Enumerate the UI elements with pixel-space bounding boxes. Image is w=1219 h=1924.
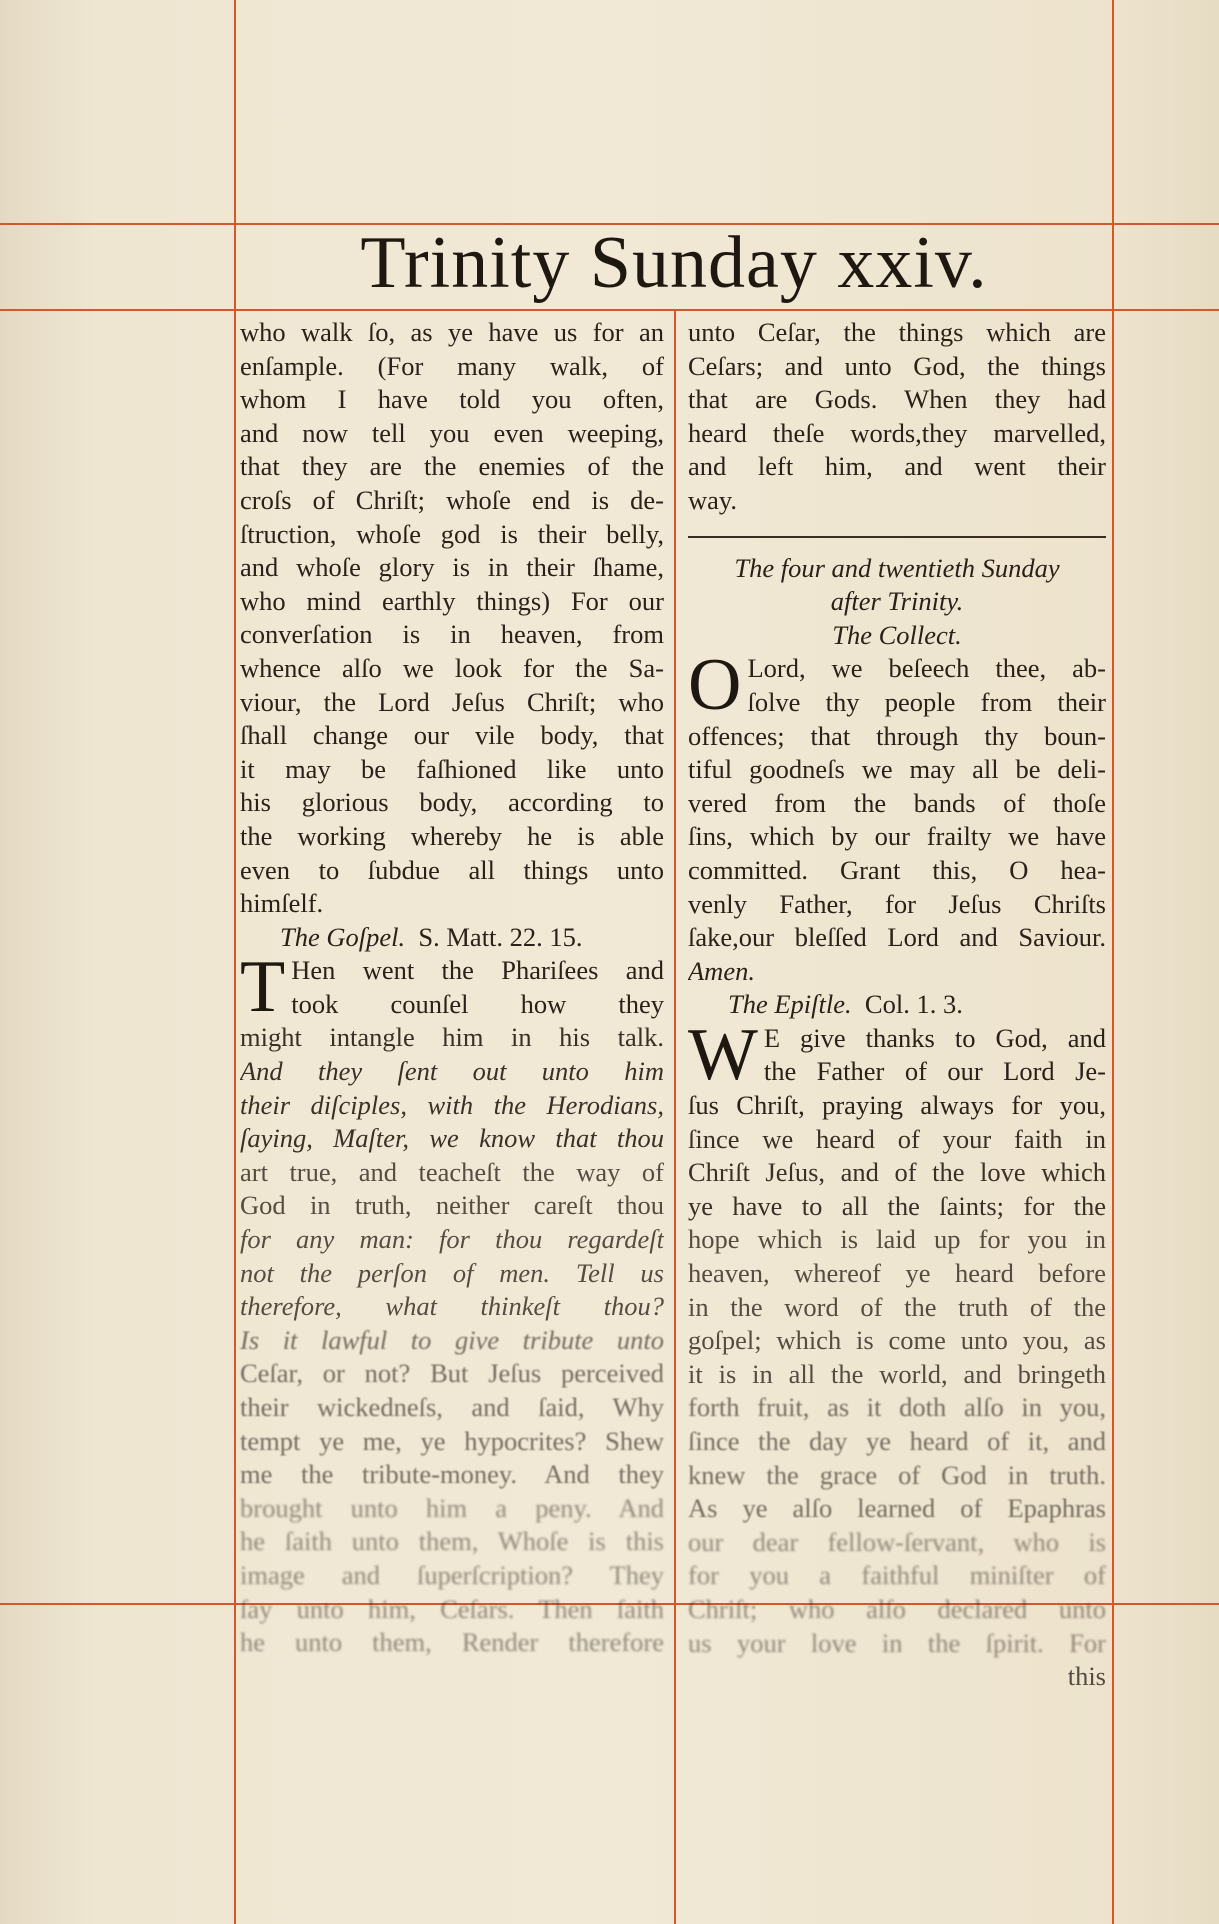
margin-rule-right <box>1112 0 1114 1924</box>
text-line: way. <box>688 484 738 515</box>
text-line: committed. Grant this, O hea- <box>688 854 1106 885</box>
text-line: Ceſar, or not? But Jeſus perceived <box>240 1358 664 1389</box>
text-line: not the perſon of men. Tell us <box>240 1257 664 1288</box>
text-line: Ceſars; and unto God, the things <box>688 350 1106 381</box>
text-line: heard theſe words,they marvelled, <box>688 417 1106 448</box>
text-line: goſpel; which is come unto you, as <box>688 1325 1106 1356</box>
text-line: me the tribute-money. And they <box>240 1459 664 1490</box>
text-line: ye have to all the ſaints; for the <box>688 1190 1106 1221</box>
text-line: whom I have told you often, <box>240 384 664 415</box>
left-column <box>240 316 664 1660</box>
epistle-reference: Col. 1. 3. <box>864 989 963 1020</box>
text-line: Chriſt; who alſo declared unto <box>688 1593 1106 1624</box>
text-line: art true, and teacheſt the way of <box>240 1156 664 1187</box>
gospel-reference: S. Matt. 22. 15. <box>418 921 583 952</box>
text-line: and left him, and went their <box>688 451 1106 482</box>
text-line: tiful goodneſs we may all be deli- <box>688 754 1106 785</box>
text-line: Lord, we beſeech thee, ab- <box>747 653 1106 684</box>
text-line: ſay unto him, Ceſars. Then ſaith <box>240 1593 664 1624</box>
right-column <box>688 316 1106 1694</box>
text-line: Is it lawful to give tribute unto <box>240 1324 664 1355</box>
text-line: that are Gods. When they had <box>688 384 1106 415</box>
text-line: therefore, what thinkeſt thou? <box>240 1291 664 1322</box>
text-line: ſince we heard of your faith in <box>688 1123 1106 1154</box>
sunday-heading: The four and twentieth Sunday <box>734 552 1060 583</box>
text-line: our dear fellow-ſervant, who is <box>688 1526 1106 1557</box>
text-line: Hen went the Phariſees and <box>291 955 664 986</box>
epistle-text <box>688 1013 1106 1694</box>
column-rule-middle <box>674 309 676 1924</box>
text-line: God in truth, neither careſt thou <box>240 1190 664 1221</box>
text-line: tempt ye me, ye hypocrites? Shew <box>240 1425 664 1456</box>
text-line: heaven, whereof ye heard before <box>688 1258 1106 1289</box>
text-line: their diſciples, with the Herodians, <box>240 1089 664 1120</box>
text-line: that they are the enemies of the <box>240 451 664 482</box>
text-line: might intangle him in his talk. <box>240 1022 664 1053</box>
epistle-heading-label: The Epiſtle. <box>728 989 852 1020</box>
collect-heading: The Collect. <box>832 619 962 650</box>
text-line: vered from the bands of thoſe <box>688 787 1106 818</box>
gospel-dropcap: T <box>240 946 286 1029</box>
epistle-dropcap: W <box>688 1013 758 1096</box>
text-line: and whoſe glory is in their ſhame, <box>240 552 664 583</box>
text-line: us your love in the ſpirit. For <box>688 1627 1106 1658</box>
collect-dropcap: O <box>688 644 742 727</box>
text-line: venly Father, for Jeſus Chriſts <box>688 888 1106 919</box>
text-line: knew the grace of God in truth. <box>688 1459 1106 1490</box>
text-line: even to ſubdue all things unto <box>240 854 664 885</box>
section-divider <box>688 536 1106 538</box>
text-line: viour, the Lord Jeſus Chriſt; who <box>240 686 664 717</box>
text-line: in the word of the truth of the <box>688 1291 1106 1322</box>
text-line: ſtruction, whoſe god is their belly, <box>240 518 664 549</box>
collect-text <box>688 644 1106 988</box>
text-line: ſince the day ye heard of it, and <box>688 1426 1106 1456</box>
gospel-heading-label: The Goſpel. <box>280 921 406 952</box>
text-line: who walk ſo, as ye have us for an <box>240 317 664 347</box>
text-line: their wickedneſs, and ſaid, Why <box>240 1392 664 1422</box>
text-line: croſs of Chriſt; whoſe end is de- <box>240 484 664 515</box>
text-line: ſaying, Maſter, we know that thou <box>240 1123 664 1154</box>
header-rule-bottom <box>0 309 1219 311</box>
text-line: it is in all the world, and bringeth <box>688 1358 1106 1389</box>
text-line: for you a faithful miniſter of <box>688 1560 1106 1591</box>
text-line: brought unto him a peny. And <box>240 1492 664 1523</box>
sunday-heading-continued: after Trinity. <box>830 586 964 617</box>
amen: Amen. <box>688 955 755 986</box>
text-line: Chriſt Jeſus, and of the love which <box>688 1157 1106 1188</box>
text-line: unto Ceſar, the things which are <box>688 317 1106 347</box>
text-line: As ye alſo learned of Epaphras <box>688 1493 1106 1524</box>
text-line: ſus Chriſt, praying always for you, <box>688 1090 1106 1121</box>
gospel-text <box>240 946 664 1659</box>
text-line: offences; that through thy boun- <box>688 720 1106 751</box>
text-line: And they ſent out unto him <box>240 1056 664 1087</box>
text-line: E give thanks to God, and <box>763 1022 1106 1053</box>
text-line: he ſaith unto them, Whoſe is this <box>240 1526 664 1557</box>
text-line: forth fruit, as it doth alſo in you, <box>688 1392 1106 1423</box>
text-line: it may be faſhioned like unto <box>240 753 664 784</box>
gospel-heading <box>240 921 664 955</box>
text-line: for any man: for thou regardeſt <box>240 1224 664 1255</box>
catchword: this <box>1067 1661 1106 1692</box>
text-line: the Father of our Lord Je- <box>763 1056 1106 1087</box>
text-line: took counſel how they <box>291 988 664 1019</box>
page-title: Trinity Sunday xxiv. <box>360 222 988 304</box>
text-line: hope which is laid up for you in <box>688 1224 1106 1255</box>
text-line: ſins, which by our frailty we have <box>688 821 1106 852</box>
text-line: converſation is in heaven, from <box>240 619 664 650</box>
text-line: image and ſuperſcription? They <box>240 1559 664 1590</box>
text-line: enſample. (For many walk, of <box>240 350 664 381</box>
text-line: his glorious body, according to <box>240 787 664 818</box>
text-line: ſake,our bleſſed Lord and Saviour. <box>688 922 1106 953</box>
text-line: who mind earthly things) For our <box>240 585 664 616</box>
gospel-continuation <box>688 316 1106 518</box>
text-line: ſolve thy people from their <box>747 686 1106 717</box>
text-line: ſhall change our vile body, that <box>240 720 664 751</box>
text-line: he unto them, Render therefore <box>240 1627 664 1658</box>
text-line: and now tell you even weeping, <box>240 417 664 448</box>
text-line: himſelf. <box>240 888 324 919</box>
text-line: whence alſo we look for the Sa- <box>240 652 664 683</box>
text-line: the working whereby he is able <box>240 820 664 851</box>
epistle-continuation <box>240 316 664 921</box>
